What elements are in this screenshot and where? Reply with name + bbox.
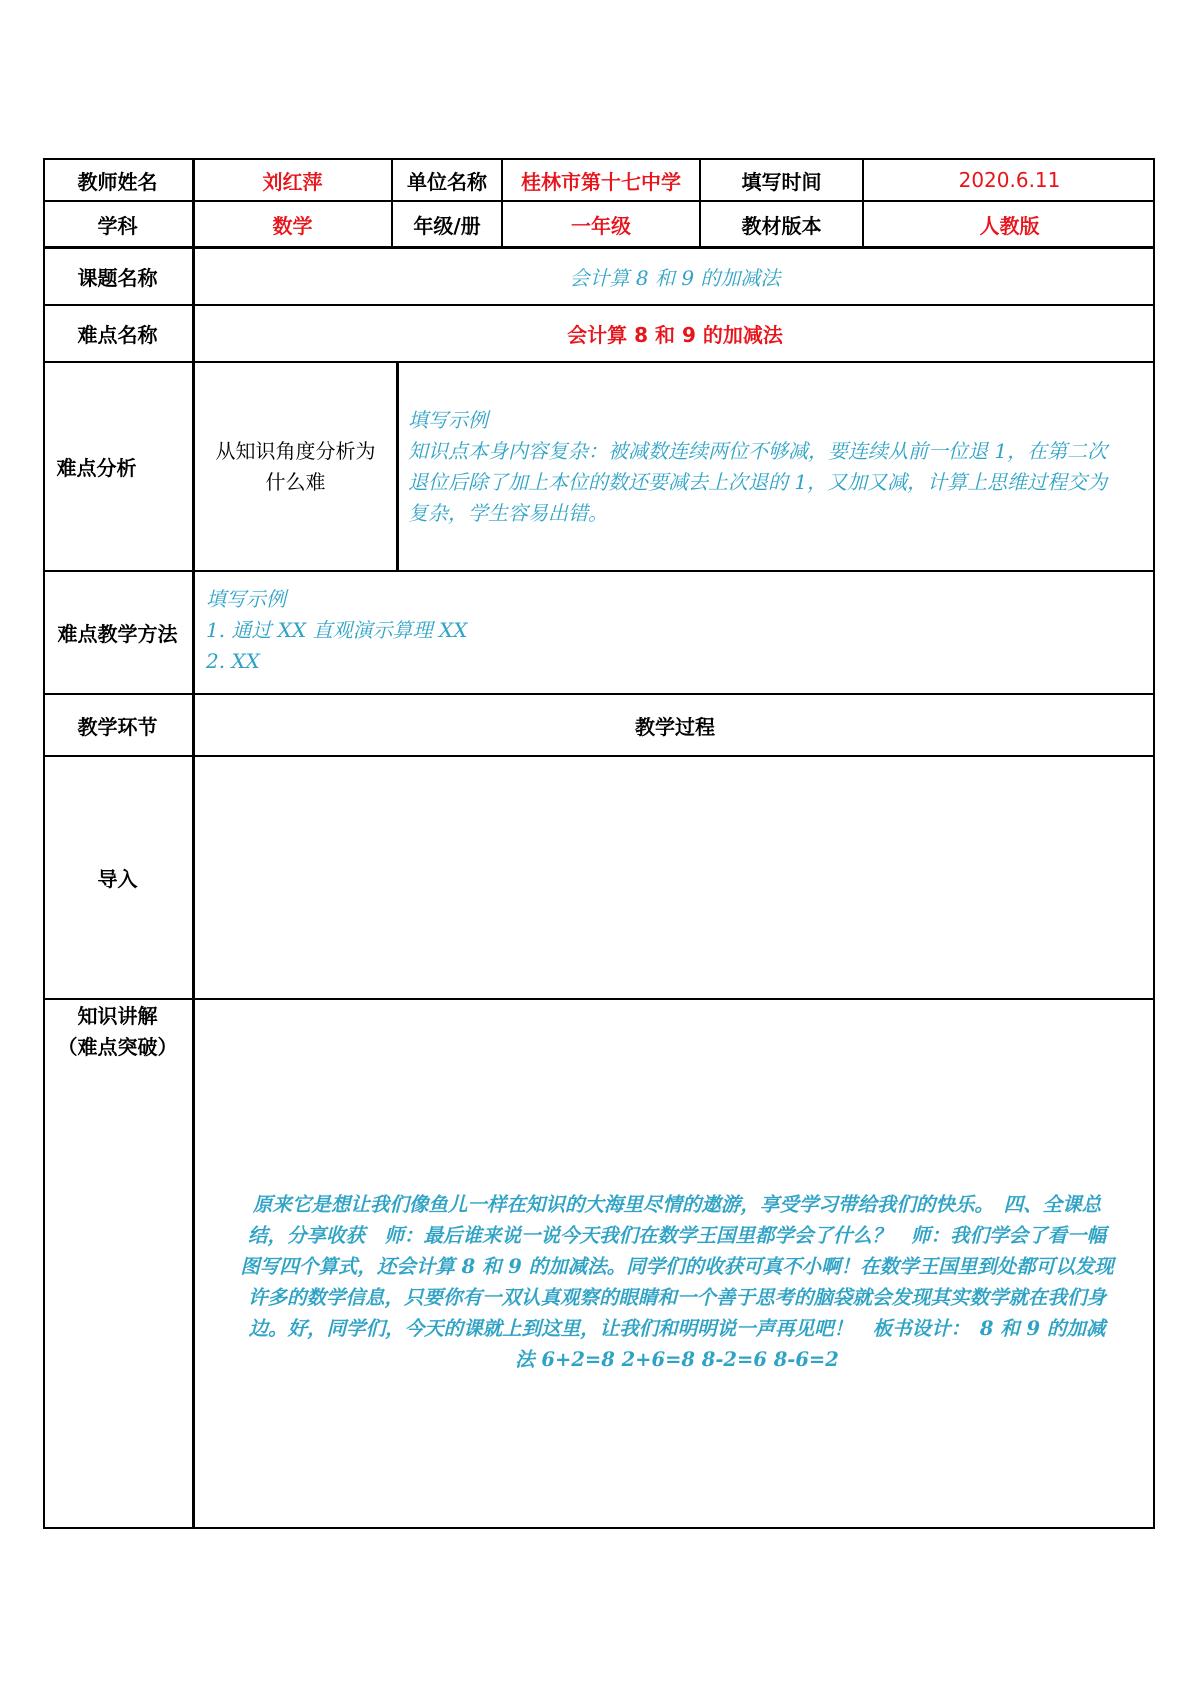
subject-value: 数学 bbox=[272, 213, 313, 238]
edition-label: 教材版本 bbox=[741, 213, 822, 238]
topic-label: 课题名称 bbox=[77, 266, 158, 290]
analysis-example-line: 复杂，学生容易出错。 bbox=[408, 501, 608, 525]
knowledge-label-line: 知识讲解 bbox=[77, 1004, 158, 1028]
method-example bbox=[206, 584, 1146, 677]
analysis-sub-label bbox=[195, 436, 396, 498]
knowledge-label bbox=[43, 1001, 192, 1063]
analysis-example bbox=[408, 405, 1153, 529]
method-example-line: 2. XX bbox=[206, 649, 260, 673]
knowledge-content-line: 图写四个算式，还会计算 8 和 9 的加减法。同学们的收获可真不小啊！在数学王国里到处都可以发现 bbox=[240, 1255, 1114, 1278]
method-example-line: 1. 通过 XX 直观演示算理 XX bbox=[206, 618, 468, 642]
unit-name-label: 单位名称 bbox=[407, 169, 487, 194]
row-divider bbox=[43, 755, 1155, 757]
fill-time-value: 2020.6.11 bbox=[958, 168, 1061, 192]
col-divider bbox=[192, 158, 195, 1529]
teacher-name-label: 教师姓名 bbox=[77, 169, 158, 194]
edition-value: 人教版 bbox=[979, 213, 1040, 238]
analysis-label: 难点分析 bbox=[56, 456, 137, 480]
row-divider bbox=[43, 998, 1155, 1000]
knowledge-content bbox=[204, 1189, 1150, 1375]
grade-label: 年级/册 bbox=[413, 213, 481, 238]
knowledge-content-line: 法 6+2=8 2+6=8 8-2=6 8-6=2 bbox=[515, 1348, 839, 1371]
subject-label: 学科 bbox=[97, 213, 138, 238]
analysis-sub-label-line: 从知识角度分析为 bbox=[215, 439, 376, 463]
method-label: 难点教学方法 bbox=[57, 622, 178, 646]
grade-value: 一年级 bbox=[571, 213, 631, 238]
analysis-example-line: 退位后除了加上本位的数还要减去上次退的 1，又加又减，计算上思维过程交为 bbox=[408, 470, 1108, 494]
analysis-sub-label-line: 什么难 bbox=[265, 470, 326, 494]
fill-time-label: 填写时间 bbox=[741, 169, 822, 194]
analysis-example-line: 知识点本身内容复杂：被减数连续两位不够减，要连续从前一位退 1，在第二次 bbox=[408, 439, 1108, 463]
knowledge-content-line: 原来它是想让我们像鱼儿一样在知识的大海里尽情的遨游，享受学习带给我们的快乐。 四、全课总 bbox=[252, 1193, 1102, 1216]
teaching-stage-label: 教学环节 bbox=[77, 714, 158, 739]
row-divider bbox=[43, 570, 1155, 572]
analysis-example-title: 填写示例 bbox=[408, 408, 488, 432]
knowledge-label-line: （难点突破） bbox=[57, 1035, 178, 1059]
topic-value: 会计算 8 和 9 的加减法 bbox=[569, 266, 781, 290]
knowledge-content-line: 边。好，同学们，今天的课就上到这里，让我们和明明说一声再见吧！ 板书设计： 8 和 9 的加减 bbox=[248, 1317, 1106, 1340]
difficulty-label: 难点名称 bbox=[77, 323, 158, 347]
row-divider bbox=[43, 361, 1155, 363]
col-divider bbox=[396, 361, 399, 570]
difficulty-value: 会计算 8 和 9 的加减法 bbox=[567, 323, 783, 347]
teacher-name-value: 刘红萍 bbox=[262, 169, 323, 194]
intro-label: 导入 bbox=[97, 867, 138, 891]
teaching-process-label: 教学过程 bbox=[635, 714, 715, 739]
method-example-title: 填写示例 bbox=[206, 587, 286, 611]
knowledge-content-line: 结，分享收获 师：最后谁来说一说今天我们在数学王国里都学会了什么？ 师：我们学会了看一幅 bbox=[247, 1224, 1106, 1247]
unit-name-value: 桂林市第十七中学 bbox=[521, 169, 681, 194]
knowledge-content-line: 许多的数学信息，只要你有一双认真观察的眼睛和一个善于思考的脑袋就会发现其实数学就在我们身 bbox=[247, 1286, 1106, 1309]
